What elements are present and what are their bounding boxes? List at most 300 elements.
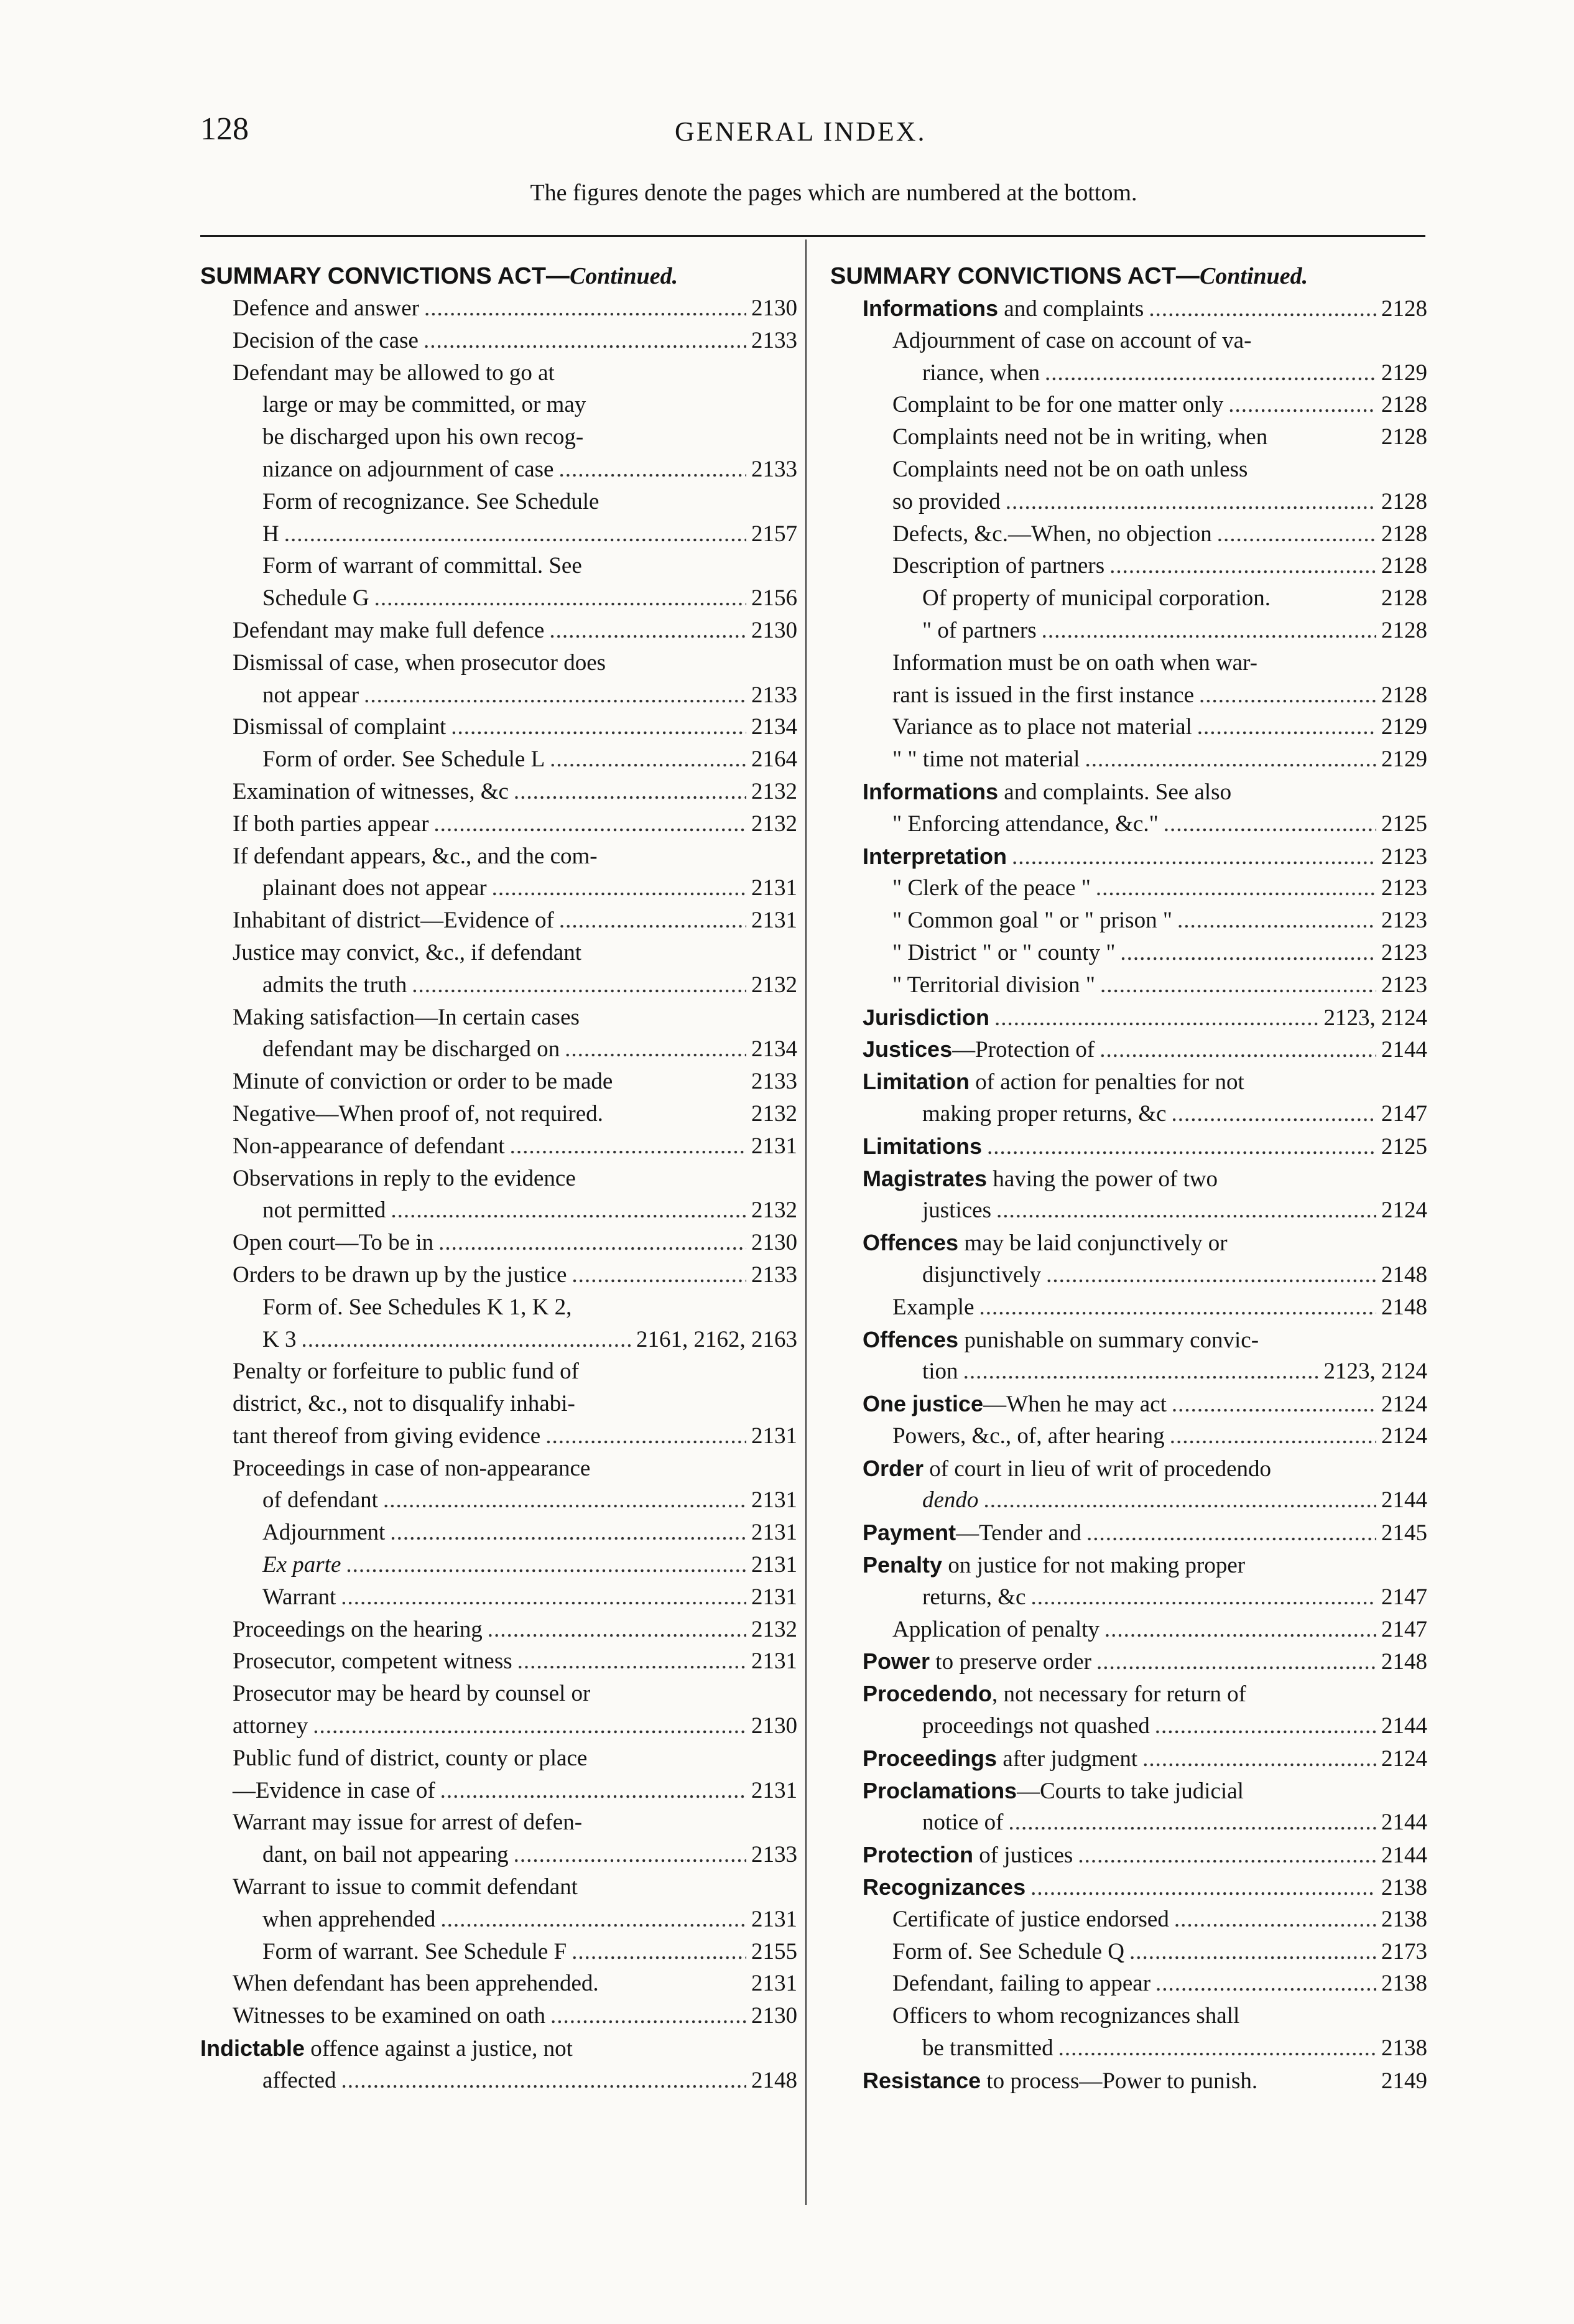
- entry-page-number: 2128: [1381, 585, 1427, 611]
- entry-text: Limitations: [863, 1133, 983, 1159]
- entry-text: Offences: [863, 1326, 959, 1352]
- entry-page-number: 2131: [751, 875, 797, 901]
- dot-leader: [1174, 1903, 1376, 1936]
- entry-text: notice of: [922, 1810, 1004, 1836]
- entry-text: Form of. See Schedule Q: [892, 1938, 1125, 1964]
- index-entry: [200, 1002, 797, 1034]
- entry-page-number: 2148: [1381, 1262, 1427, 1288]
- entry-page-number: 2133: [751, 1262, 797, 1288]
- index-entry: [200, 1839, 797, 1871]
- entry-page-number: 2133: [751, 1842, 797, 1868]
- entry-page-number: 2131: [751, 1552, 797, 1578]
- entry-text: Observations in reply to the evidence: [233, 1165, 576, 1191]
- index-entry: [200, 1871, 797, 1903]
- entry-text-continuation: of court in lieu of writ of procedendo: [924, 1456, 1271, 1482]
- index-entry: [200, 937, 797, 969]
- entry-text: Jurisdiction: [863, 1004, 990, 1030]
- entry-page-number: 2138: [1381, 1906, 1427, 1932]
- entry-page-number: 2131: [751, 1133, 797, 1159]
- dot-leader: [364, 679, 746, 712]
- dot-leader: [1078, 1839, 1376, 1871]
- index-entry: [830, 1259, 1427, 1291]
- index-entry: [200, 1936, 797, 1968]
- index-entry: [830, 1066, 1427, 1098]
- entry-page-number: 2144: [1381, 1810, 1427, 1836]
- entry-text: Form of. See Schedules K 1, K 2,: [262, 1294, 572, 1320]
- entry-page-number: 2133: [751, 682, 797, 708]
- index-entry: [830, 1903, 1427, 1936]
- entry-text: If both parties appear: [233, 811, 429, 837]
- entry-text-continuation: on justice for not making proper: [942, 1553, 1246, 1579]
- entry-page-number: 2148: [1381, 1649, 1427, 1675]
- index-entry: [200, 1130, 797, 1163]
- entry-text: returns, &c: [922, 1584, 1026, 1610]
- dot-leader: [341, 2065, 746, 2097]
- entry-page-number: 2173: [1381, 1938, 1427, 1964]
- entry-text: Decision of the case: [233, 327, 419, 353]
- index-entry: [200, 2000, 797, 2032]
- entry-text: nizance on adjournment of case: [262, 456, 554, 482]
- entry-page-number: 2132: [751, 778, 797, 804]
- index-entry: [830, 1839, 1427, 1871]
- entry-text: Proceedings on the hearing: [233, 1616, 483, 1642]
- dot-leader: [438, 1227, 746, 1259]
- dot-leader: [313, 1710, 746, 1742]
- entry-text: defendant may be discharged on: [262, 1036, 560, 1062]
- dot-leader: [492, 872, 746, 904]
- right-column-heading: [830, 260, 1427, 292]
- left-column-heading: [200, 260, 797, 292]
- dot-leader: [1086, 1517, 1376, 1549]
- dot-leader: [572, 1259, 746, 1291]
- index-entry: [200, 2065, 797, 2097]
- index-entry: [830, 1355, 1427, 1388]
- index-entry: [830, 1098, 1427, 1130]
- index-entry: [200, 1710, 797, 1742]
- dot-leader: [1172, 1388, 1376, 1420]
- entry-text: large or may be committed, or may: [262, 392, 586, 418]
- index-entry: [830, 582, 1427, 615]
- index-entry: [200, 357, 797, 389]
- dot-leader: [1100, 969, 1376, 1002]
- entry-text: Dismissal of complaint: [233, 714, 447, 740]
- entry-text: Penalty: [863, 1552, 943, 1578]
- entry-page-number: 2138: [1381, 1971, 1427, 1997]
- index-entry: [830, 1968, 1427, 2000]
- index-entry: [830, 2000, 1427, 2032]
- entry-text: Adjournment of case on account of va-: [892, 327, 1252, 353]
- entry-page-number: 2147: [1381, 1616, 1427, 1642]
- entry-text: Protection: [863, 1842, 974, 1868]
- dot-leader: [1197, 711, 1376, 743]
- entry-page-number: 2131: [751, 1648, 797, 1675]
- dot-leader: [451, 711, 746, 743]
- entry-text: rant is issued in the first instance: [892, 682, 1195, 708]
- entry-text-continuation: to process—Power to punish.: [981, 2068, 1258, 2094]
- index-entry: [200, 1420, 797, 1452]
- entry-page-number: 2123: [1381, 972, 1427, 998]
- dot-leader: [565, 1033, 746, 1066]
- dot-leader: [1058, 2032, 1376, 2065]
- index-entry: [830, 1163, 1427, 1195]
- entry-text: Prosecutor may be heard by counsel or: [233, 1681, 591, 1707]
- dot-leader: [1030, 1581, 1376, 1614]
- index-entry: [200, 2032, 797, 2065]
- entry-page-number: 2144: [1381, 1037, 1427, 1063]
- index-entry: [830, 1742, 1427, 1775]
- entry-text: " Enforcing attendance, &c.": [892, 811, 1159, 837]
- index-entry: [200, 1388, 797, 1420]
- entry-text: Form of warrant. See Schedule F: [262, 1938, 567, 1964]
- dot-leader: [1109, 550, 1376, 582]
- entry-text: —Evidence in case of: [233, 1777, 435, 1803]
- dot-leader: [1012, 841, 1376, 873]
- index-entry: [830, 486, 1427, 518]
- entry-page-number: 2131: [751, 1423, 797, 1449]
- entry-page-number: 2123: [1381, 875, 1427, 901]
- entry-text: disjunctively: [922, 1262, 1042, 1288]
- entry-text: admits the truth: [262, 972, 407, 998]
- index-entry: [830, 840, 1427, 873]
- index-entry: [200, 1775, 797, 1807]
- dot-leader: [1030, 1872, 1376, 1903]
- dot-leader: [545, 1420, 746, 1452]
- entry-text: Interpretation: [863, 843, 1007, 869]
- index-entry: [830, 1614, 1427, 1646]
- entry-text: riance, when: [922, 360, 1040, 386]
- index-entry: [830, 808, 1427, 840]
- entry-page-number: 2124: [1381, 1745, 1427, 1772]
- index-entry: [200, 1033, 797, 1066]
- dot-leader: [1042, 615, 1376, 647]
- dot-leader: [558, 453, 746, 486]
- index-entry: [200, 679, 797, 712]
- index-entry: [200, 1968, 797, 2000]
- entry-text: Informations: [863, 295, 999, 321]
- index-entry: [200, 550, 797, 582]
- entry-page-number: 2130: [751, 295, 797, 321]
- index-entry: [830, 743, 1427, 776]
- entry-text-continuation: after judgment: [997, 1745, 1138, 1772]
- entry-text: Defects, &c.—When, no objection: [892, 521, 1212, 547]
- entry-text: Resistance: [863, 2067, 981, 2093]
- entry-text: Form of warrant of committal. See: [262, 553, 582, 579]
- entry-text: Penalty or forfeiture to public fund of: [233, 1359, 579, 1385]
- index-entry: [200, 453, 797, 486]
- entry-text: Justices: [863, 1036, 953, 1062]
- dot-leader: [1228, 389, 1376, 421]
- index-entry: [200, 1581, 797, 1614]
- entry-page-number: 2133: [751, 327, 797, 353]
- entry-text: Non-appearance of defendant: [233, 1133, 505, 1159]
- dot-leader: [1120, 937, 1376, 969]
- entry-text: Informations: [863, 778, 999, 804]
- index-entry: [830, 292, 1427, 325]
- entry-page-number: 2129: [1381, 360, 1427, 386]
- index-entry: [830, 776, 1427, 808]
- dot-leader: [424, 325, 746, 357]
- entry-page-number: 2134: [751, 714, 797, 740]
- index-entry: [830, 1420, 1427, 1452]
- entry-page-number: 2134: [751, 1036, 797, 1062]
- index-entry: [200, 1806, 797, 1839]
- entry-page-number: 2128: [1381, 682, 1427, 708]
- index-entry: [830, 937, 1427, 969]
- entry-text: not permitted: [262, 1197, 386, 1224]
- index-entry: [200, 1678, 797, 1710]
- entry-page-number: 2132: [751, 1100, 797, 1127]
- entry-text: Complaints need not be in writing, when: [892, 424, 1268, 450]
- dot-leader: [510, 1130, 746, 1163]
- index-entry: [830, 1452, 1427, 1485]
- entry-text: Proclamations: [863, 1777, 1017, 1803]
- index-entry: [830, 1549, 1427, 1581]
- entry-text-continuation: and complaints. See also: [998, 779, 1232, 805]
- dot-leader: [1199, 679, 1376, 712]
- entry-text: " of partners: [922, 617, 1037, 643]
- dot-leader: [1129, 1936, 1376, 1968]
- entry-page-number: 2144: [1381, 1843, 1427, 1869]
- entry-page-number: 2138: [1381, 1875, 1427, 1901]
- column-divider: [805, 239, 807, 2205]
- right-heading-text: SUMMARY CONVICTIONS ACT—: [830, 263, 1200, 289]
- entry-text: Negative—When proof of, not required.: [233, 1100, 603, 1127]
- index-entry: [830, 1517, 1427, 1549]
- dot-leader: [514, 776, 746, 808]
- index-entry: [830, 1645, 1427, 1678]
- entry-text: Procedendo: [863, 1681, 993, 1707]
- index-entry: [830, 1033, 1427, 1066]
- entry-text-continuation: of action for penalties for not: [969, 1069, 1244, 1095]
- entry-page-number: 2131: [751, 1487, 797, 1513]
- dot-leader: [1096, 872, 1376, 904]
- dot-leader: [1008, 1806, 1376, 1839]
- index-entry: [200, 808, 797, 840]
- dot-leader: [559, 904, 746, 937]
- entry-page-number: 2131: [751, 1971, 797, 1997]
- index-entry: [200, 711, 797, 743]
- dot-leader: [994, 1002, 1318, 1034]
- entry-text: of defendant: [262, 1487, 378, 1513]
- entry-page-number: 2164: [751, 746, 797, 773]
- dot-leader: [433, 808, 746, 840]
- entry-text: Inhabitant of district—Evidence of: [233, 908, 554, 934]
- dot-leader: [424, 292, 746, 325]
- dot-leader: [572, 1936, 746, 1968]
- left-column: [200, 260, 797, 2097]
- entry-page-number: 2133: [751, 456, 797, 482]
- index-entry: [200, 1742, 797, 1775]
- dot-leader: [514, 1839, 746, 1871]
- entry-text: Magistrates: [863, 1165, 988, 1191]
- entry-page-number: 2132: [751, 811, 797, 837]
- entry-page-number: 2124: [1381, 1423, 1427, 1449]
- index-entry: [830, 1227, 1427, 1259]
- index-entry: [200, 647, 797, 679]
- entry-text: Example: [892, 1294, 974, 1320]
- right-column: [830, 260, 1427, 2097]
- dot-leader: [987, 1131, 1376, 1163]
- index-entry: [200, 582, 797, 615]
- entry-text: Adjournment: [262, 1520, 386, 1546]
- dot-leader: [1099, 1034, 1376, 1066]
- index-entry: [830, 1291, 1427, 1324]
- entry-text: Indictable: [200, 2035, 305, 2061]
- entry-page-number: 2131: [751, 1584, 797, 1610]
- entry-text: Warrant: [262, 1584, 336, 1610]
- left-heading-continued: Continued.: [569, 263, 678, 289]
- entry-text: Public fund of district, county or place: [233, 1745, 588, 1771]
- entry-text: Defendant may make full defence: [233, 617, 545, 643]
- index-entry: [830, 904, 1427, 937]
- entry-text: Form of order. See Schedule L: [262, 746, 545, 773]
- dot-leader: [374, 582, 746, 615]
- entry-page-number: 2157: [751, 521, 797, 547]
- entry-text: Of property of municipal corporation.: [922, 585, 1271, 611]
- page-subtitle: The figures denote the pages which are numbered at the bottom.: [530, 180, 1137, 206]
- index-entry: [200, 1903, 797, 1936]
- index-entry: [830, 1194, 1427, 1227]
- dot-leader: [1142, 1743, 1376, 1775]
- dot-leader: [1006, 486, 1376, 518]
- entry-text-continuation: —When he may act: [983, 1392, 1167, 1418]
- index-entry: [830, 2065, 1427, 2097]
- entry-text: Recognizances: [863, 1874, 1026, 1900]
- entry-text: H: [262, 521, 279, 547]
- entry-page-number: 2123: [1381, 908, 1427, 934]
- dot-leader: [983, 1484, 1376, 1517]
- index-entry: [830, 711, 1427, 743]
- index-entry: [200, 421, 797, 453]
- dot-leader: [1217, 518, 1376, 551]
- entry-page-number: 2156: [751, 585, 797, 611]
- index-entry: [200, 1452, 797, 1485]
- dot-leader: [963, 1355, 1319, 1388]
- entry-text: One justice: [863, 1391, 984, 1417]
- entry-page-number: 2144: [1381, 1713, 1427, 1739]
- entry-text-continuation: having the power of two: [987, 1166, 1218, 1192]
- index-entry: [200, 1324, 797, 1356]
- index-entry: [830, 325, 1427, 357]
- entry-text: affected: [262, 2067, 336, 2093]
- index-entry: [200, 904, 797, 937]
- index-entry: [200, 1614, 797, 1646]
- index-entry: [830, 1130, 1427, 1163]
- index-entry: [830, 615, 1427, 647]
- entry-page-number: 2129: [1381, 714, 1427, 740]
- dot-leader: [346, 1549, 746, 1581]
- entry-text-continuation: —Protection of: [952, 1037, 1095, 1063]
- left-heading-text: SUMMARY CONVICTIONS ACT—: [200, 263, 570, 289]
- entry-page-number: 2123: [1381, 844, 1427, 870]
- dot-leader: [1149, 293, 1376, 325]
- index-entry: [830, 1871, 1427, 1903]
- dot-leader: [1164, 808, 1376, 840]
- entry-text: " Territorial division ": [892, 972, 1095, 998]
- dot-leader: [1170, 1420, 1376, 1452]
- entry-page-number: 2132: [751, 972, 797, 998]
- entry-text-continuation: —Courts to take judicial: [1017, 1778, 1244, 1804]
- entry-page-number: 2125: [1381, 1133, 1427, 1160]
- entry-text: Justice may convict, &c., if defendant: [233, 939, 581, 965]
- index-entry: [200, 1355, 797, 1388]
- entry-text: Powers, &c., of, after hearing: [892, 1423, 1165, 1449]
- entry-text: Information must be on oath when war-: [892, 649, 1257, 676]
- entry-text: Prosecutor, competent witness: [233, 1648, 512, 1675]
- index-entry: [830, 389, 1427, 421]
- entry-page-number: 2147: [1381, 1584, 1427, 1610]
- entry-page-number: 2130: [751, 1713, 797, 1739]
- index-entry: [830, 1002, 1427, 1034]
- index-entry: [830, 1484, 1427, 1517]
- index-entry: [830, 1710, 1427, 1742]
- index-entry: [830, 518, 1427, 551]
- entry-text: " District " or " county ": [892, 939, 1116, 965]
- dot-leader: [1045, 357, 1376, 389]
- entry-text: " Clerk of the peace ": [892, 875, 1091, 901]
- entry-text: attorney: [233, 1713, 308, 1739]
- entry-page-number: 2155: [751, 1938, 797, 1964]
- header-rule: [200, 235, 1425, 237]
- right-entries: [830, 292, 1427, 2097]
- entry-text: Defence and answer: [233, 295, 419, 321]
- index-entry: [830, 453, 1427, 486]
- entry-text: Description of partners: [892, 553, 1105, 579]
- dot-leader: [550, 2000, 746, 2032]
- entry-page-number: 2125: [1381, 811, 1427, 837]
- entry-page-number: 2124: [1381, 1392, 1427, 1418]
- dot-leader: [390, 1517, 746, 1549]
- index-entry: [830, 421, 1427, 453]
- entry-page-number: 2128: [1381, 521, 1427, 547]
- index-entry: [830, 647, 1427, 679]
- entry-page-number: 2131: [751, 1520, 797, 1546]
- entry-page-number: 2148: [751, 2067, 797, 2093]
- index-entry: [200, 486, 797, 518]
- entry-text: be discharged upon his own recog-: [262, 424, 584, 450]
- index-entry: [830, 872, 1427, 904]
- index-entry: [200, 1163, 797, 1195]
- index-entry: [200, 615, 797, 647]
- entry-text: Application of penalty: [892, 1616, 1099, 1642]
- entry-text: Order: [863, 1455, 924, 1481]
- dot-leader: [517, 1645, 746, 1678]
- entry-page-number: 2129: [1381, 746, 1427, 773]
- entry-text-continuation: to preserve order: [930, 1649, 1091, 1675]
- index-entry: [830, 1775, 1427, 1807]
- entry-text: dant, on bail not appearing: [262, 1842, 509, 1868]
- entry-text: K 3: [262, 1326, 297, 1352]
- dot-leader: [284, 518, 746, 551]
- entry-text-continuation: and complaints: [998, 296, 1144, 322]
- entry-text: Orders to be drawn up by the justice: [233, 1262, 567, 1288]
- index-entry: [200, 743, 797, 776]
- index-entry: [830, 679, 1427, 712]
- index-entry: [830, 969, 1427, 1002]
- index-entry: [200, 325, 797, 357]
- index-entry: [830, 357, 1427, 389]
- entry-text: not appear: [262, 682, 359, 708]
- index-entry: [200, 1484, 797, 1517]
- entry-text: Schedule G: [262, 585, 369, 611]
- entry-text-continuation: —Tender and: [956, 1520, 1081, 1546]
- entry-text: Power: [863, 1648, 930, 1675]
- dot-leader: [1096, 1646, 1376, 1678]
- running-head: GENERAL INDEX.: [675, 116, 927, 147]
- entry-text: Offences: [863, 1230, 959, 1256]
- entry-text: Examination of witnesses, &c: [233, 778, 509, 804]
- entry-text: Payment: [863, 1520, 956, 1546]
